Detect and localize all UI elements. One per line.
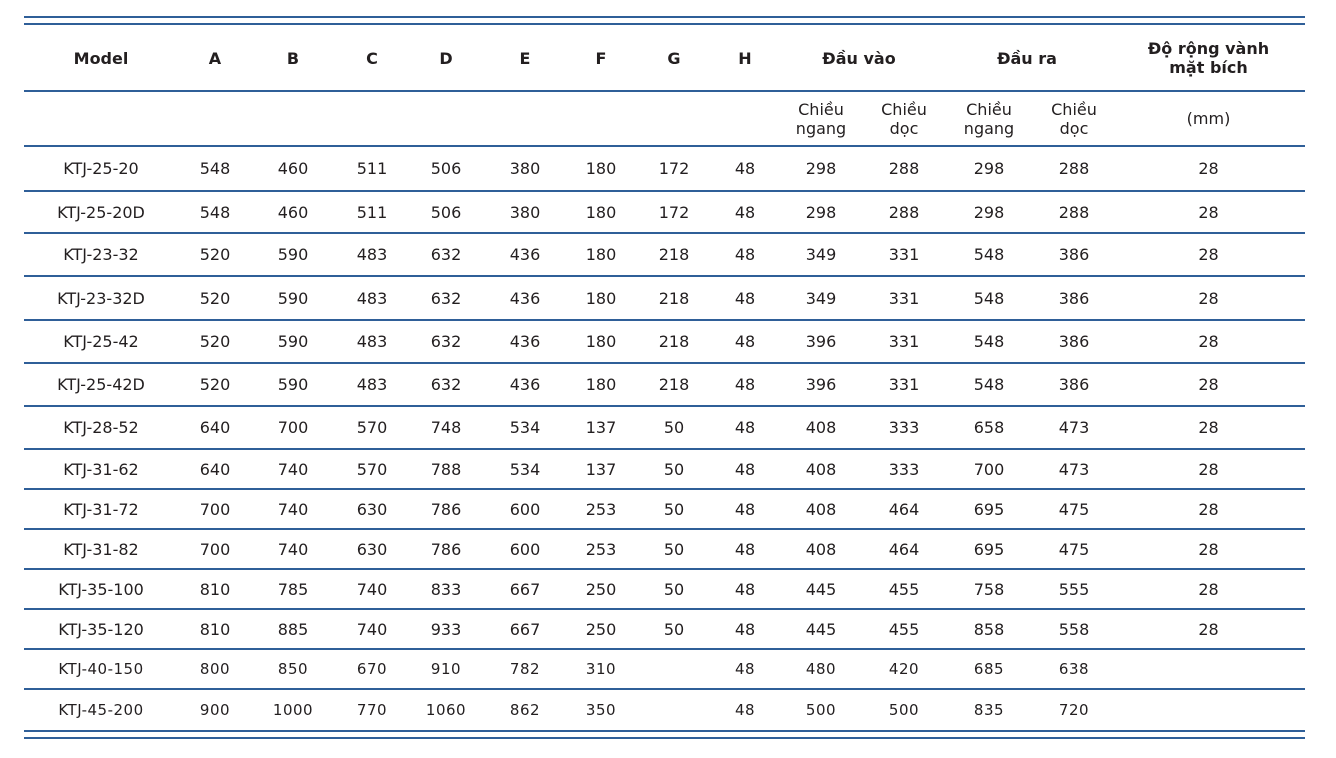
cell-f: 180 <box>585 375 617 394</box>
cell-flange-width: 28 <box>1198 459 1219 479</box>
outlet-horizontal-header: Chiều ngang <box>963 99 1015 138</box>
cell-outlet-vertical: 555 <box>1058 579 1090 599</box>
cell-inlet-vertical: 455 <box>888 619 920 639</box>
cell-h: 48 <box>734 418 756 437</box>
cell-e: 534 <box>509 459 541 479</box>
bottom-double-rule <box>24 730 1305 740</box>
cell-c: 483 <box>356 332 388 351</box>
cell-f: 253 <box>585 499 617 519</box>
cell-inlet-vertical: 464 <box>888 499 920 519</box>
table-body <box>24 147 1305 730</box>
header-model: Model <box>73 48 129 68</box>
cell-flange-width: 28 <box>1198 539 1219 559</box>
cell-a: 810 <box>199 579 231 599</box>
cell-outlet-horizontal: 685 <box>973 660 1005 678</box>
header-flange-line2: mặt bích <box>1169 58 1248 77</box>
cell-c: 511 <box>356 202 388 222</box>
cell-outlet-vertical: 473 <box>1058 418 1090 437</box>
cell-inlet-horizontal: 408 <box>805 539 837 559</box>
cell-a: 520 <box>199 288 231 308</box>
cell-outlet-horizontal: 298 <box>973 202 1005 222</box>
cell-e: 667 <box>509 579 541 599</box>
cell-b: 460 <box>277 159 309 178</box>
cell-f: 253 <box>585 539 617 559</box>
cell-h: 48 <box>734 499 756 519</box>
cell-inlet-vertical: 455 <box>888 579 920 599</box>
cell-outlet-vertical: 475 <box>1058 539 1090 559</box>
cell-inlet-vertical: 331 <box>888 288 920 308</box>
cell-outlet-vertical: 386 <box>1058 288 1090 308</box>
cell-b: 1000 <box>272 701 314 719</box>
cell-outlet-vertical: 475 <box>1058 499 1090 519</box>
cell-outlet-vertical: 386 <box>1058 375 1090 394</box>
cell-e: 862 <box>509 701 541 719</box>
cell-f: 350 <box>585 701 617 719</box>
cell-c: 483 <box>356 375 388 394</box>
cell-e: 667 <box>509 619 541 639</box>
table-row <box>24 530 1305 570</box>
cell-inlet-horizontal: 298 <box>805 202 837 222</box>
table-row <box>24 450 1305 490</box>
cell-a: 520 <box>199 245 231 264</box>
cell-model: KTJ-35-120 <box>58 619 144 639</box>
cell-d: 506 <box>430 159 462 178</box>
cell-model: KTJ-25-20D <box>57 202 145 222</box>
cell-inlet-horizontal: 349 <box>805 288 837 308</box>
cell-inlet-horizontal: 396 <box>805 375 837 394</box>
cell-e: 380 <box>509 202 541 222</box>
spec-table <box>24 16 1305 740</box>
cell-f: 137 <box>585 459 617 479</box>
cell-b: 590 <box>277 375 309 394</box>
table-row <box>24 234 1305 277</box>
cell-inlet-horizontal: 445 <box>805 619 837 639</box>
cell-b: 590 <box>277 288 309 308</box>
cell-flange-width: 28 <box>1198 499 1219 519</box>
cell-b: 740 <box>277 499 309 519</box>
cell-h: 48 <box>734 245 756 264</box>
cell-inlet-horizontal: 408 <box>805 459 837 479</box>
cell-model: KTJ-28-52 <box>63 418 139 437</box>
cell-b: 740 <box>277 539 309 559</box>
cell-flange-width: 28 <box>1198 418 1219 437</box>
cell-a: 810 <box>199 619 231 639</box>
cell-outlet-horizontal: 700 <box>973 459 1005 479</box>
cell-c: 483 <box>356 245 388 264</box>
table-row <box>24 650 1305 690</box>
cell-f: 180 <box>585 332 617 351</box>
outlet-vertical-header: Chiều dọc <box>1051 99 1097 138</box>
cell-h: 48 <box>734 288 756 308</box>
cell-d: 632 <box>430 332 462 351</box>
cell-inlet-vertical: 333 <box>888 418 920 437</box>
cell-b: 740 <box>277 459 309 479</box>
cell-flange-width: 28 <box>1198 159 1219 178</box>
cell-h: 48 <box>734 459 756 479</box>
inlet-vertical-header: Chiều dọc <box>881 99 927 138</box>
cell-d: 933 <box>430 619 462 639</box>
top-double-rule <box>24 16 1305 26</box>
cell-h: 48 <box>734 159 756 178</box>
cell-c: 740 <box>356 619 388 639</box>
cell-e: 600 <box>509 539 541 559</box>
cell-inlet-vertical: 331 <box>888 245 920 264</box>
cell-h: 48 <box>734 579 756 599</box>
cell-g: 172 <box>658 202 690 222</box>
cell-d: 632 <box>430 288 462 308</box>
cell-e: 600 <box>509 499 541 519</box>
cell-a: 800 <box>199 660 231 678</box>
cell-e: 436 <box>509 332 541 351</box>
table-row <box>24 570 1305 610</box>
cell-f: 310 <box>585 660 617 678</box>
cell-b: 785 <box>277 579 309 599</box>
cell-c: 511 <box>356 159 388 178</box>
cell-inlet-horizontal: 349 <box>805 245 837 264</box>
table-row <box>24 490 1305 530</box>
cell-f: 180 <box>585 288 617 308</box>
cell-outlet-vertical: 386 <box>1058 332 1090 351</box>
cell-outlet-vertical: 720 <box>1058 701 1090 719</box>
header-e: E <box>519 48 531 68</box>
cell-inlet-vertical: 420 <box>888 660 920 678</box>
cell-c: 630 <box>356 539 388 559</box>
cell-f: 180 <box>585 202 617 222</box>
cell-inlet-horizontal: 396 <box>805 332 837 351</box>
cell-g: 218 <box>658 332 690 351</box>
cell-inlet-vertical: 464 <box>888 539 920 559</box>
table-row <box>24 407 1305 450</box>
cell-d: 910 <box>430 660 462 678</box>
cell-b: 850 <box>277 660 309 678</box>
cell-b: 460 <box>277 202 309 222</box>
cell-f: 250 <box>585 619 617 639</box>
cell-c: 770 <box>356 701 388 719</box>
cell-outlet-vertical: 288 <box>1058 202 1090 222</box>
cell-f: 250 <box>585 579 617 599</box>
cell-h: 48 <box>734 539 756 559</box>
cell-h: 48 <box>734 202 756 222</box>
cell-model: KTJ-31-82 <box>63 539 139 559</box>
cell-d: 786 <box>430 499 462 519</box>
cell-model: KTJ-45-200 <box>58 701 144 719</box>
cell-e: 436 <box>509 375 541 394</box>
cell-a: 548 <box>199 159 231 178</box>
cell-inlet-horizontal: 408 <box>805 418 837 437</box>
cell-outlet-vertical: 386 <box>1058 245 1090 264</box>
cell-d: 788 <box>430 459 462 479</box>
cell-d: 506 <box>430 202 462 222</box>
cell-g: 172 <box>658 159 690 178</box>
cell-c: 740 <box>356 579 388 599</box>
cell-b: 885 <box>277 619 309 639</box>
cell-g: 50 <box>663 418 685 437</box>
cell-outlet-horizontal: 858 <box>973 619 1005 639</box>
cell-model: KTJ-31-72 <box>63 499 139 519</box>
cell-e: 534 <box>509 418 541 437</box>
cell-outlet-horizontal: 695 <box>973 539 1005 559</box>
cell-inlet-vertical: 333 <box>888 459 920 479</box>
cell-a: 700 <box>199 499 231 519</box>
cell-outlet-horizontal: 758 <box>973 579 1005 599</box>
cell-a: 900 <box>199 701 231 719</box>
cell-h: 48 <box>734 701 756 719</box>
cell-e: 380 <box>509 159 541 178</box>
cell-d: 1060 <box>425 701 467 719</box>
cell-a: 548 <box>199 202 231 222</box>
cell-b: 590 <box>277 332 309 351</box>
cell-a: 640 <box>199 418 231 437</box>
header-g: G <box>667 48 681 68</box>
cell-outlet-horizontal: 298 <box>973 159 1005 178</box>
header-d: D <box>439 48 453 68</box>
inlet-horizontal-header: Chiều ngang <box>795 99 847 138</box>
cell-g: 50 <box>663 499 685 519</box>
table-row <box>24 321 1305 364</box>
table-row <box>24 192 1305 234</box>
cell-f: 180 <box>585 245 617 264</box>
cell-c: 570 <box>356 459 388 479</box>
cell-model: KTJ-35-100 <box>58 579 144 599</box>
cell-c: 670 <box>356 660 388 678</box>
cell-model: KTJ-23-32 <box>63 245 139 264</box>
subheader-row <box>24 92 1305 147</box>
cell-outlet-horizontal: 548 <box>973 375 1005 394</box>
header-outlet: Đầu ra <box>997 48 1057 68</box>
cell-d: 632 <box>430 375 462 394</box>
cell-outlet-vertical: 473 <box>1058 459 1090 479</box>
cell-model: KTJ-23-32D <box>57 288 145 308</box>
cell-model: KTJ-25-42 <box>63 332 139 351</box>
cell-inlet-horizontal: 298 <box>805 159 837 178</box>
cell-outlet-horizontal: 548 <box>973 332 1005 351</box>
cell-f: 137 <box>585 418 617 437</box>
table-row <box>24 364 1305 407</box>
cell-g: 218 <box>658 245 690 264</box>
cell-flange-width: 28 <box>1198 579 1219 599</box>
table-row <box>24 147 1305 192</box>
cell-model: KTJ-25-42D <box>57 375 145 394</box>
header-c: C <box>366 48 378 68</box>
cell-outlet-vertical: 558 <box>1058 619 1090 639</box>
cell-d: 632 <box>430 245 462 264</box>
cell-g: 50 <box>663 539 685 559</box>
cell-c: 483 <box>356 288 388 308</box>
cell-d: 748 <box>430 418 462 437</box>
header-row <box>24 26 1305 92</box>
cell-model: KTJ-31-62 <box>63 459 139 479</box>
cell-outlet-horizontal: 658 <box>973 418 1005 437</box>
cell-inlet-horizontal: 408 <box>805 499 837 519</box>
cell-e: 436 <box>509 245 541 264</box>
cell-d: 833 <box>430 579 462 599</box>
cell-g: 50 <box>663 619 685 639</box>
header-flange-width <box>1112 39 1305 77</box>
cell-inlet-horizontal: 445 <box>805 579 837 599</box>
cell-a: 640 <box>199 459 231 479</box>
cell-inlet-vertical: 331 <box>888 332 920 351</box>
header-h: H <box>738 48 752 68</box>
cell-g: 50 <box>663 459 685 479</box>
cell-outlet-vertical: 288 <box>1058 159 1090 178</box>
cell-h: 48 <box>734 660 756 678</box>
cell-a: 520 <box>199 332 231 351</box>
cell-h: 48 <box>734 375 756 394</box>
cell-c: 570 <box>356 418 388 437</box>
cell-h: 48 <box>734 619 756 639</box>
cell-inlet-vertical: 288 <box>888 202 920 222</box>
cell-outlet-horizontal: 548 <box>973 245 1005 264</box>
cell-flange-width: 28 <box>1198 288 1219 308</box>
cell-g: 218 <box>658 375 690 394</box>
cell-c: 630 <box>356 499 388 519</box>
cell-inlet-horizontal: 500 <box>805 701 837 719</box>
cell-outlet-horizontal: 695 <box>973 499 1005 519</box>
cell-b: 590 <box>277 245 309 264</box>
cell-inlet-vertical: 500 <box>888 701 920 719</box>
header-a: A <box>208 48 222 68</box>
table-row <box>24 610 1305 650</box>
flange-unit: (mm) <box>1186 109 1231 128</box>
cell-f: 180 <box>585 159 617 178</box>
header-flange-line1: Độ rộng vành <box>1147 39 1270 58</box>
table-row <box>24 277 1305 321</box>
cell-d: 786 <box>430 539 462 559</box>
cell-h: 48 <box>734 332 756 351</box>
cell-a: 520 <box>199 375 231 394</box>
cell-model: KTJ-40-150 <box>58 660 144 678</box>
table-row <box>24 690 1305 730</box>
cell-g: 50 <box>663 579 685 599</box>
cell-flange-width: 28 <box>1198 332 1219 351</box>
header-inlet: Đầu vào <box>822 48 896 68</box>
cell-b: 700 <box>277 418 309 437</box>
cell-flange-width: 28 <box>1198 619 1219 639</box>
cell-flange-width: 28 <box>1198 375 1219 394</box>
cell-a: 700 <box>199 539 231 559</box>
cell-flange-width: 28 <box>1198 202 1219 222</box>
cell-e: 782 <box>509 660 541 678</box>
cell-outlet-vertical: 638 <box>1058 660 1090 678</box>
cell-outlet-horizontal: 548 <box>973 288 1005 308</box>
cell-e: 436 <box>509 288 541 308</box>
cell-inlet-vertical: 288 <box>888 159 920 178</box>
cell-outlet-horizontal: 835 <box>973 701 1005 719</box>
cell-g: 218 <box>658 288 690 308</box>
cell-inlet-vertical: 331 <box>888 375 920 394</box>
header-b: B <box>286 48 300 68</box>
cell-flange-width: 28 <box>1198 245 1219 264</box>
cell-model: KTJ-25-20 <box>63 159 139 178</box>
cell-inlet-horizontal: 480 <box>805 660 837 678</box>
header-f: F <box>595 48 607 68</box>
